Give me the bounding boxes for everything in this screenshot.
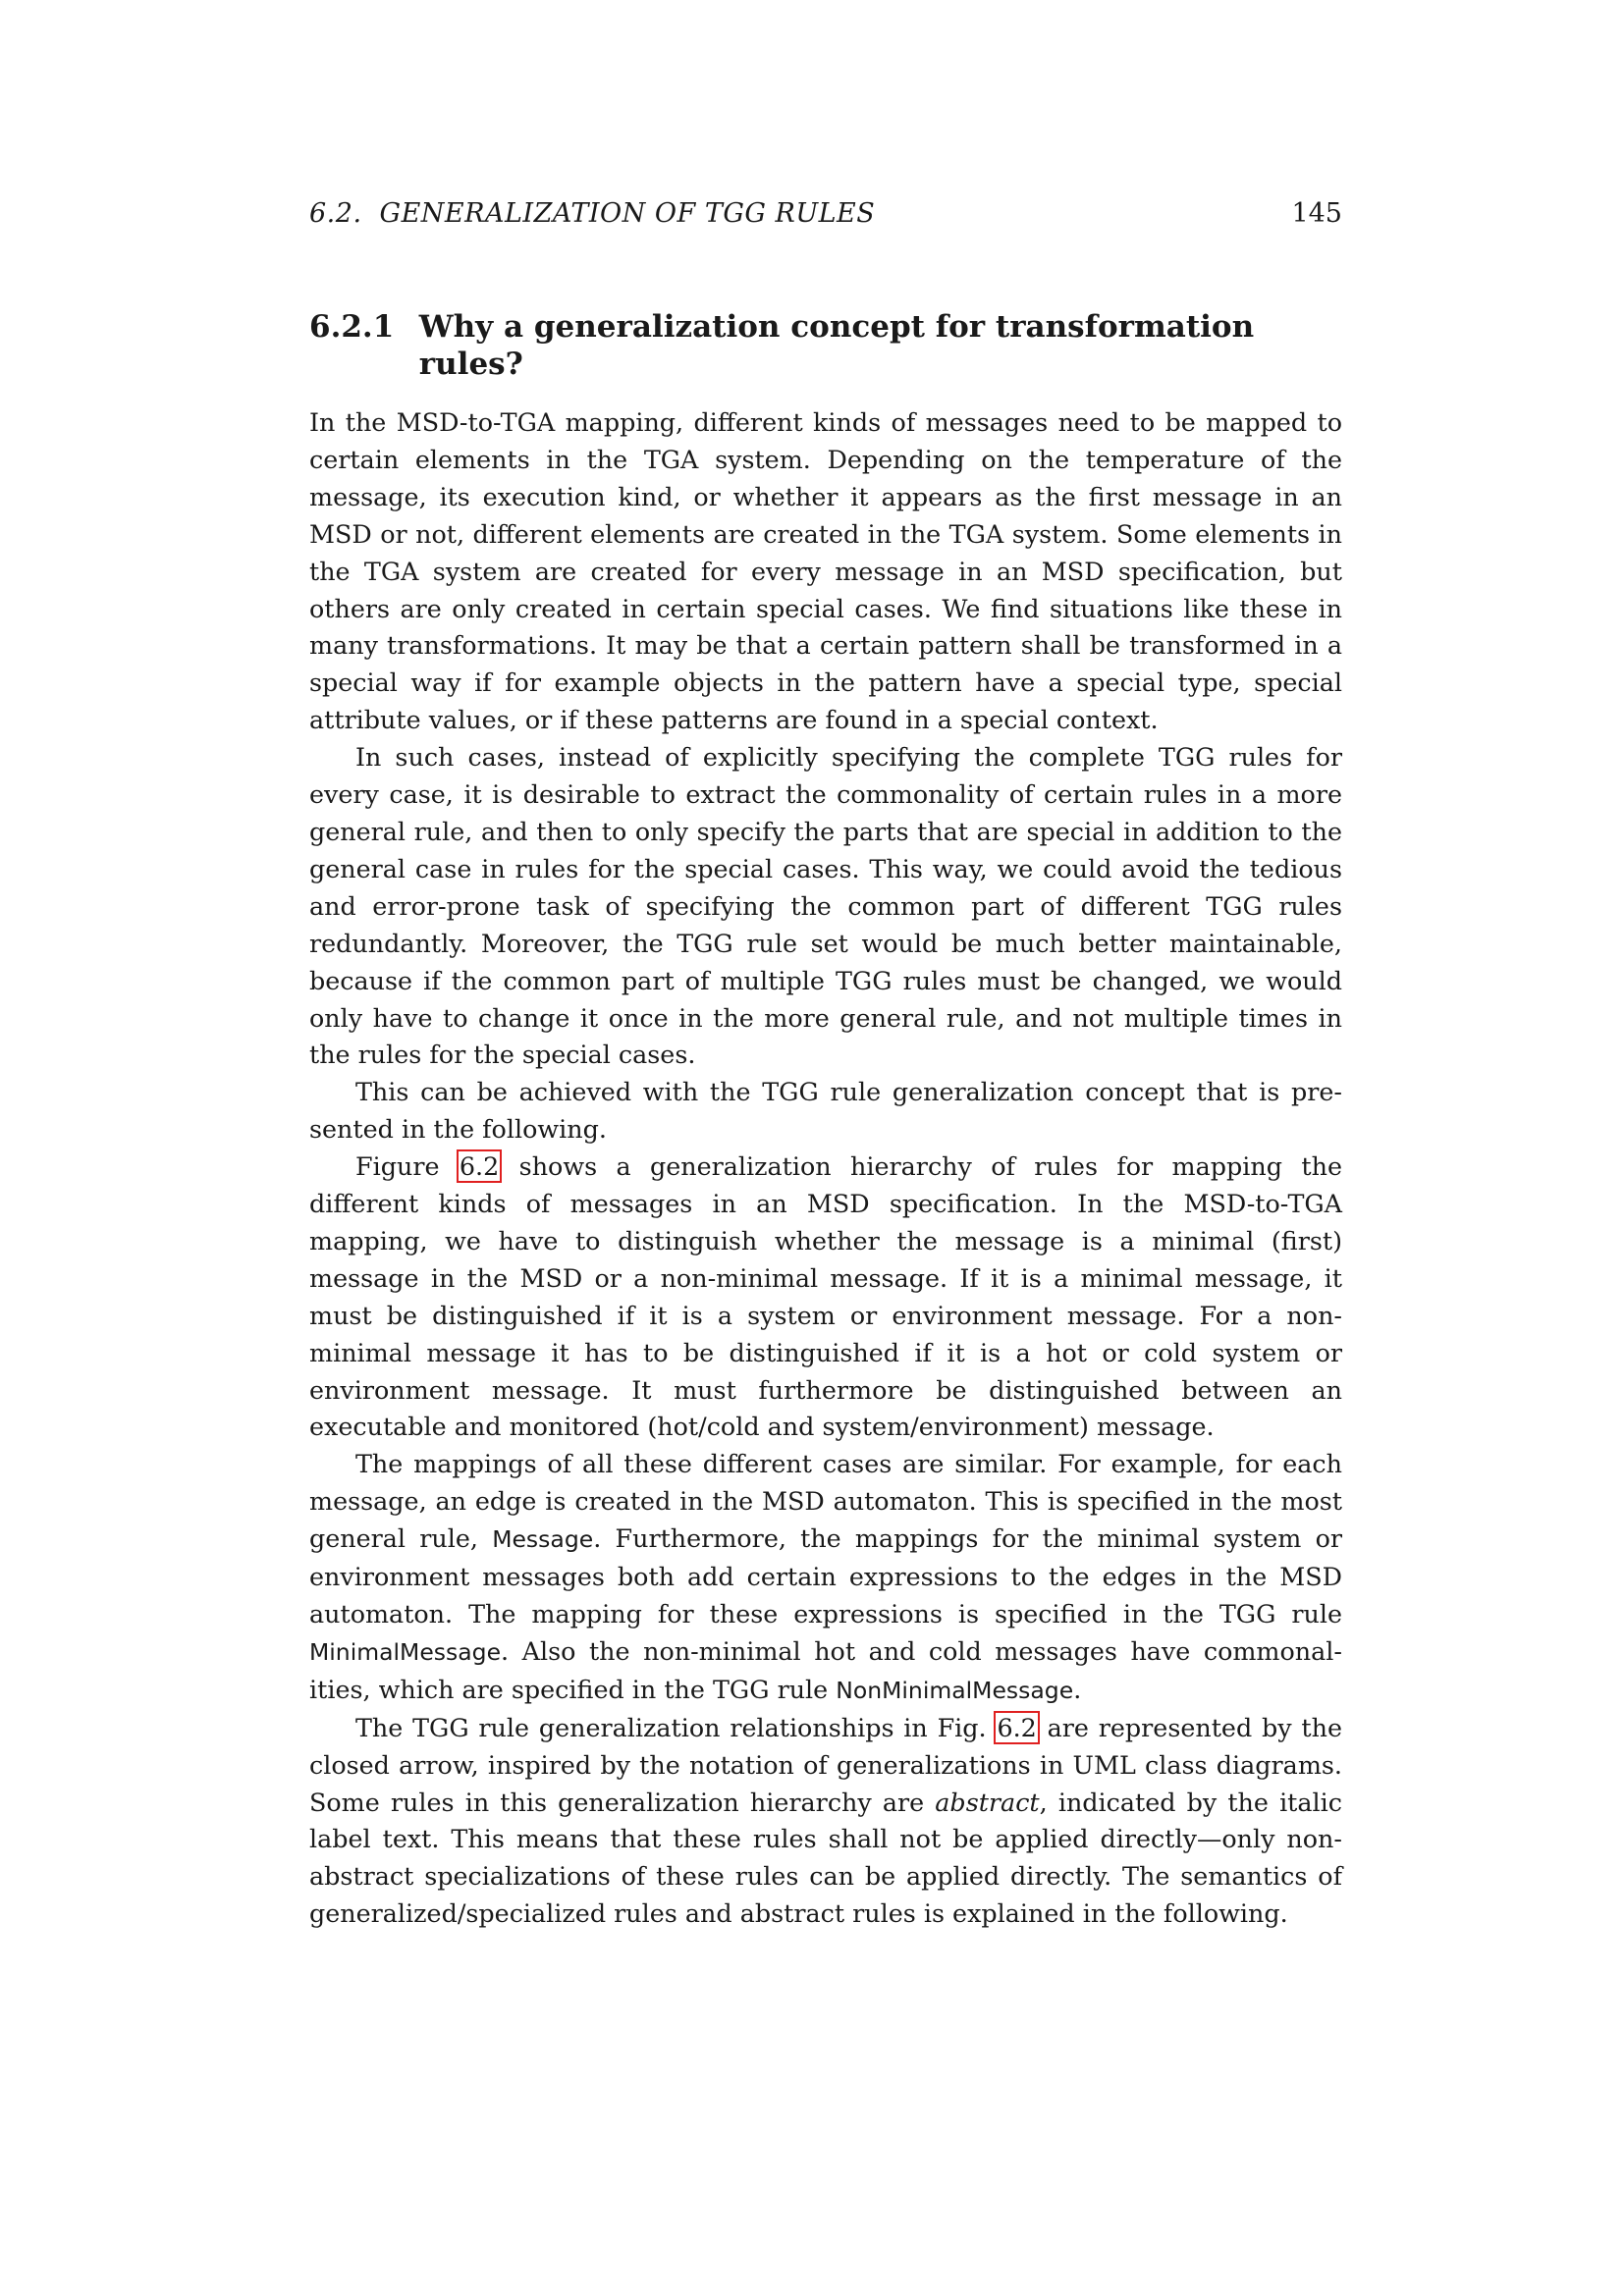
body-text (309, 404, 1342, 1933)
paragraph-5-text: . Furthermore, the mappings for the minimal system or environment messages both add certain expressions to the edges in the MSD automaton. The mapping for these expressions is specified in the TGG rule (309, 1523, 1343, 1629)
paragraph-5 (309, 1446, 1342, 1709)
subsection-number: 6.2.1 (309, 309, 395, 345)
rule-name-non-minimal-message: NonMinimalMessage (836, 1676, 1074, 1704)
paragraph-6 (309, 1710, 1342, 1933)
paragraph-6-text: are represented by the closed arrow, inspired by the notation of generalizations in UML class diagrams. Some rules in this generalization hierarchy are (309, 1712, 1342, 1817)
paragraph-4 (309, 1148, 1342, 1446)
section-number: 6.2. (309, 198, 362, 229)
paragraph-4-text: Figure (355, 1151, 459, 1182)
rule-name-message: Message (492, 1525, 594, 1554)
figure-reference-link[interactable]: 6.2 (459, 1151, 500, 1182)
paragraph-3: This can be achieved with the TGG rule generalization concept that is presented in the following. (309, 1077, 1342, 1145)
paragraph-5-text: . (1073, 1674, 1082, 1704)
running-title (309, 196, 875, 232)
paragraph-1: In the MSD-to-TGA mapping, different kinds of messages need to be mapped to certain elements in the TGA system. Depending on the temperature of the message, its execution kind, or whether it appears as the first message in an MSD or not, different elements are created in the TGA system. Some elements in the TGA system are created for every message in an MSD specification, but others are only created in certain special cases. We find situations like these in many transformations. It may be that a certain pattern shall be transformed in a special way if for example objects in the pattern have a special type, special attribute values, or if these patterns are found in a special context. (309, 407, 1342, 735)
paragraph-6-text: , indicated by the italic label text. This means that these rules shall not be applied directly—only nonabstract specializations of these rules can be applied directly. The semantics of generalized/specialized rules and abstract rules is explained in the following. (309, 1787, 1342, 1929)
rule-name-minimal-message: MinimalMessage (309, 1637, 502, 1666)
subsection-title: Why a generalization concept for transformation rules? (418, 309, 1255, 382)
page (309, 196, 1342, 1933)
running-header (309, 196, 1342, 232)
page-number: 145 (1291, 198, 1342, 229)
paragraph-2: In such cases, instead of explicitly specifying the complete TGG rules for every case, it is desirable to extract the commonality of certain rules in a more general rule, and then to only specify the parts that are special in addition to the general case in rules for the special cases. This way, we could avoid the tedious and error-prone task of specifying the common part of different TGG rules redundantly. Moreover, the TGG rule set would be much better maintainable, because if the common part of multiple TGG rules must be changed, we would only have to change it once in the more general rule, and not multiple times in the rules for the special cases. (309, 742, 1342, 1070)
paragraph-5-text: The mappings of all these different cases are similar. For example, for each message, an edge is created in the MSD automaton. This is specified in the most general rule, (309, 1449, 1342, 1554)
figure-reference-link[interactable]: 6.2 (997, 1712, 1037, 1742)
emphasis-abstract: abstract (935, 1787, 1040, 1817)
subsection-heading (309, 308, 1342, 383)
paragraph-6-text: The TGG rule generalization relationships in Fig. (355, 1712, 997, 1742)
paragraph-5-text: . Also the non-minimal hot and cold messages have commonalities, which are specified in the TGG rule (309, 1635, 1342, 1704)
section-title: GENERALIZATION OF TGG RULES (379, 198, 876, 229)
paragraph-4-text: shows a generalization hierarchy of rules for mapping the different kinds of messages in an MSD specification. In the MSD-to-TGA mapping, we have to distinguish whether the message is a minimal (first) message in the MSD or a non-minimal message. If it is a minimal message, it must be distinguished if it is a system or environment message. For a non-minimal message it has to be distinguished if it is a hot or cold system or environment message. It must furthermore be distinguished between an executable and monitored (hot/cold and system/environment) message. (309, 1151, 1342, 1442)
